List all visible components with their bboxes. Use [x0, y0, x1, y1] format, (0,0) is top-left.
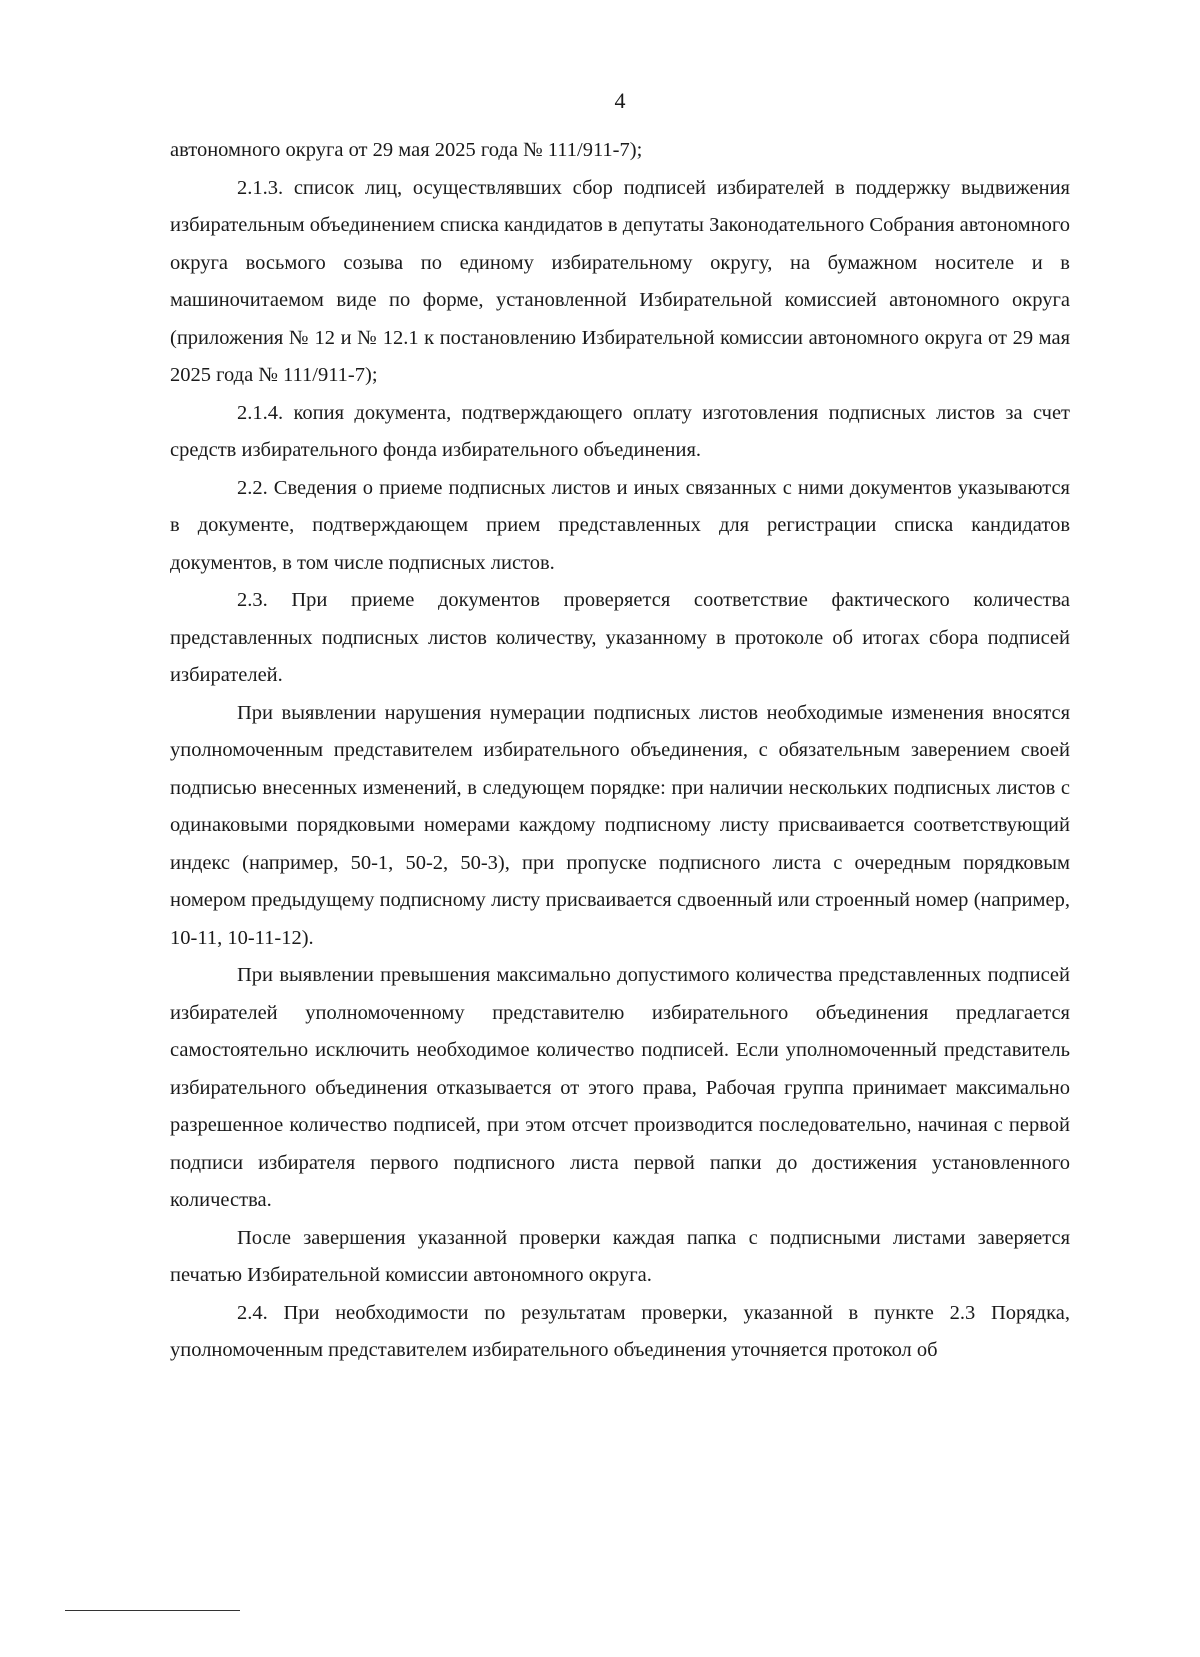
paragraph-2-3: 2.3. При приеме документов проверяется соответствие фактического количества представленных подписных листов количеству, указанному в протоколе об итогах сбора подписей избирателей. — [170, 589, 1070, 686]
document-body — [170, 132, 1070, 1370]
paragraph-continuation: автономного округа от 29 мая 2025 года № 111/911-7); — [170, 139, 643, 161]
paragraph-folder-seal: После завершения указанной проверки каждая папка с подписными листами заверяется печатью Избирательной комиссии автономного округа. — [170, 1226, 1070, 1286]
footer-divider — [65, 1610, 240, 1611]
paragraph-numbering-violation: При выявлении нарушения нумерации подписных листов необходимые изменения вносятся уполномоченным представителем избирательного объединения, с обязательным заверением своей подписью внесенных изменений, в следующем порядке: при наличии нескольких подписных листов с одинаковыми порядковыми номерами каждому подписному листу присваивается соответствующий индекс (например, 50-1, 50-2, 50-3), при пропуске подписного листа с очередным порядковым номером предыдущему подписному листу присваивается сдвоенный или строенный номер (например, 10-11, 10-11-12). — [170, 701, 1070, 949]
paragraph-2-1-4: 2.1.4. копия документа, подтверждающего оплату изготовления подписных листов за счет средств избирательного фонда избирательного объединения. — [170, 401, 1070, 461]
paragraph-excess-signatures: При выявлении превышения максимально допустимого количества представленных подписей избирателей уполномоченному представителю избирательного объединения предлагается самостоятельно исключить необходимое количество подписей. Если уполномоченный представитель избирательного объединения отказывается от этого права, Рабочая группа принимает максимально разрешенное количество подписей, при этом отсчет производится последовательно, начиная с первой подписи избирателя первого подписного листа первой папки до достижения установленного количества. — [170, 964, 1070, 1211]
paragraph-2-4: 2.4. При необходимости по результатам проверки, указанной в пункте 2.3 Порядка, уполномоченным представителем избирательного объединения уточняется протокол об — [170, 1301, 1070, 1361]
page-number: 4 — [614, 88, 626, 113]
paragraph-2-2: 2.2. Сведения о приеме подписных листов и иных связанных с ними документов указываются в документе, подтверждающем прием представленных для регистрации списка кандидатов документов, в том числе подписных листов. — [170, 476, 1070, 574]
paragraph-2-1-3: 2.1.3. список лиц, осуществлявших сбор подписей избирателей в поддержку выдвижения избирательным объединением списка кандидатов в депутаты Законодательного Собрания автономного округа восьмого созыва по единому избирательному округу, на бумажном носителе и в машиночитаемом виде по форме, установленной Избирательной комиссией автономного округа (приложения № 12 и № 12.1 к постановлению Избирательной комиссии автономного округа от 29 мая 2025 года № 111/911-7); — [170, 176, 1070, 386]
